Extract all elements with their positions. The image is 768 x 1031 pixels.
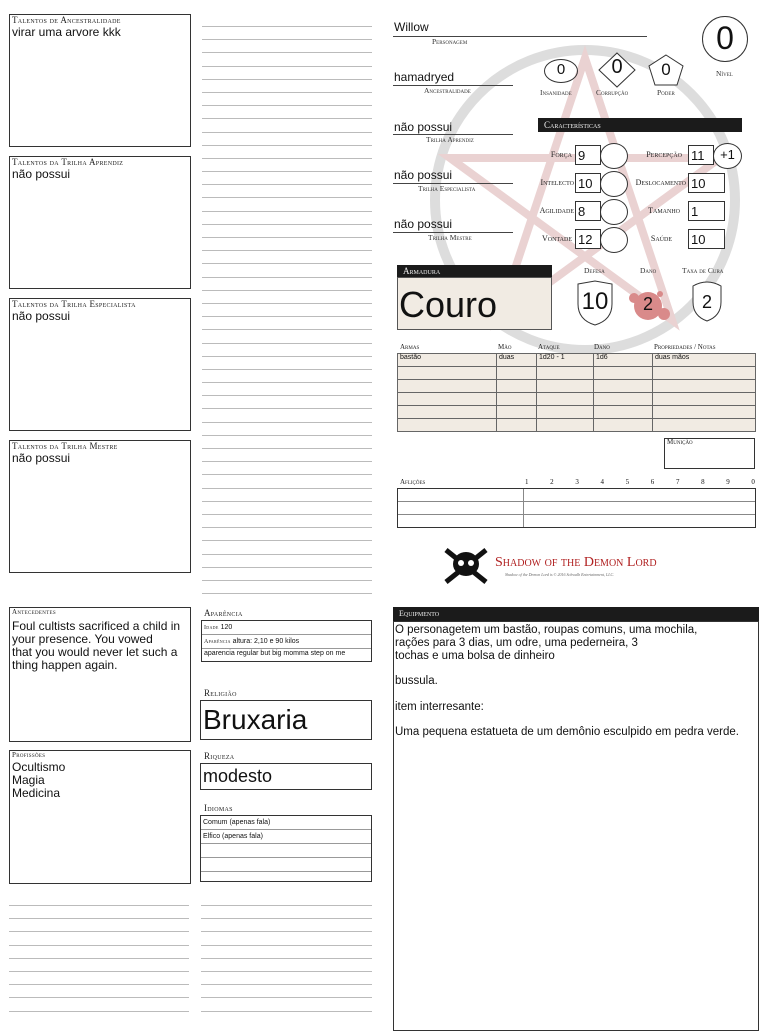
ruled-line [202,567,372,568]
power-label: Poder [657,88,675,97]
character-name[interactable]: Willow [394,20,429,34]
perception-mod-value: +1 [720,147,735,162]
affliction-number: 2 [550,478,554,486]
agility-circle[interactable] [600,199,628,225]
ruled-line [201,945,372,946]
strength-label: Força [550,150,572,159]
affliction-number: 9 [726,478,730,486]
expert-talents-box[interactable] [9,298,191,431]
armor-header: Armadura [397,265,552,277]
weapons-table [397,353,756,432]
ruled-line [201,958,372,959]
affliction-number: 4 [600,478,604,486]
defense-value[interactable]: 10 [581,288,609,315]
ruled-line [202,250,372,251]
ruled-line [201,905,372,906]
strength-value[interactable]: 9 [575,145,601,165]
strength-circle[interactable] [600,143,628,169]
ruled-line [202,277,372,278]
weapons-header-ataque: Ataque [538,343,560,351]
ruled-line [202,52,372,53]
age-row[interactable] [202,621,371,635]
look-row[interactable] [202,635,371,649]
will-label: Vontade [542,234,572,243]
weapon-hand[interactable]: duas [497,354,537,367]
ruled-line [202,540,372,541]
ruled-line [202,488,372,489]
weapons-header-armas: Armas [400,343,420,351]
ruled-line [9,905,189,906]
languages-box[interactable] [200,815,372,882]
ruled-line [9,958,189,959]
intellect-label: Intelecto [540,178,574,187]
will-value[interactable]: 12 [575,229,601,249]
list-item[interactable] [201,844,371,858]
ruled-line [201,997,372,998]
ruled-line [9,997,189,998]
size-value[interactable]: 1 [688,201,725,221]
health-label: Saúde [650,234,672,243]
master-path-label: Trilha Mestre [428,233,472,242]
ruled-line [202,26,372,27]
speed-label: Deslocamento [635,178,686,187]
table-row[interactable] [398,367,756,380]
weapon-name[interactable]: bastão [398,354,497,367]
table-row[interactable] [398,380,756,393]
agility-label: Agilidade [539,206,574,215]
affliction-number: 3 [575,478,579,486]
background-box[interactable] [9,607,191,742]
insanity-label: Insanidade [540,88,572,97]
armor-value: Couro [399,284,498,325]
ruled-line [202,514,372,515]
size-label: Tamanho [648,206,680,215]
ruled-line [202,237,372,238]
perception-value[interactable]: 11 [688,145,714,165]
defense-label: Defesa [584,266,605,275]
ruled-line [201,918,372,919]
attributes-header: Características [538,118,742,132]
ruled-line [202,263,372,264]
ruled-lines-bottom-middle [201,905,372,1024]
affliction-number: 1 [525,478,529,486]
ruled-line [202,369,372,370]
expert-path-value[interactable]: não possui [394,168,453,182]
ruled-line [9,984,189,985]
ancestry-label: Ancestralidade [424,86,471,95]
ancestry-talents-box[interactable] [9,14,191,147]
ruled-line [202,39,372,40]
ruled-line [202,197,372,198]
table-row[interactable] [398,393,756,406]
afflictions-row-divider [398,514,755,515]
corruption-label: Corrupção [596,88,629,97]
age-label: Idade [204,625,219,631]
will-circle[interactable] [600,227,628,253]
speed-value[interactable]: 10 [688,173,725,193]
background-text[interactable]: Foul cultists sacrificed a child in your presence. You vowed that you would never let such a thing happen again. [12,619,181,672]
ruled-line [202,382,372,383]
character-name-label: Personagem [432,37,468,46]
level-label: Nível [716,69,733,78]
list-item[interactable]: Comum (apenas fala) [201,816,371,830]
equipment-header: Equipmento [393,607,759,621]
ruled-lines-bottom-left [9,905,189,1024]
novice-path-label: Trilha Aprendiz [426,135,474,144]
novice-talents-label: Talentos da Trilha Aprendiz [12,157,124,167]
appearance-extra[interactable]: aparencia regular but big momma step on me [204,650,346,657]
logo-subtitle: Shadow of the Demon Lord is © 2016 Schwalb Entertainment, LLC. [505,572,615,577]
wealth-value: modesto [203,766,273,786]
ruled-line [202,501,372,502]
ruled-line [9,931,189,932]
wealth-label: Riqueza [204,751,235,761]
ruled-line [202,224,372,225]
weapons-header-mao: Mão [498,343,512,351]
ruled-line [201,931,372,932]
ruled-line [202,395,372,396]
ruled-line [202,316,372,317]
equipment-text[interactable]: O personagetem um bastão, roupas comuns, uma mochila, rações para 3 dias, um odre, uma pederneira, 3 tochas e uma bolsa de dinheiro bussula. item interresante: Uma pequena estatueta de um demônio esculpido em pedra verde. [395,624,739,739]
healing-rate-value[interactable]: 2 [701,292,712,312]
perception-label: Percepção [646,150,682,159]
ruled-line [202,105,372,106]
afflictions-col-divider [523,489,524,527]
afflictions-label: Aflições [400,478,426,486]
ruled-lines-middle [202,26,372,606]
ruled-line [202,290,372,291]
ruled-line [201,984,372,985]
table-row[interactable] [398,354,756,367]
ruled-line [202,593,372,594]
religion-value: Bruxaria [203,704,308,735]
ruled-line [202,145,372,146]
novice-talents-box[interactable] [9,156,191,289]
religion-label: Religião [204,688,237,698]
novice-path-value[interactable]: não possui [394,120,453,134]
corruption-value: 0 [611,56,623,78]
professions-label: Profissões [12,751,46,759]
ruled-line [202,554,372,555]
ruled-line [202,435,372,436]
ruled-line [9,971,189,972]
ruled-line [202,448,372,449]
affliction-number: 8 [701,478,705,486]
affliction-number: 5 [625,478,630,486]
ruled-line [202,132,372,133]
professions-text[interactable]: Ocultismo Magia Medicina [12,760,66,800]
affliction-number: 6 [650,478,655,486]
ruled-line [202,158,372,159]
ruled-line [9,1011,189,1012]
ruled-line [202,171,372,172]
weapon-damage[interactable]: 1d6 [594,354,653,367]
affliction-number: 0 [751,478,755,486]
ruled-line [202,329,372,330]
ruled-line [202,474,372,475]
level-value: 0 [716,20,734,56]
damage-value[interactable]: 2 [642,294,653,314]
background-label: Antecedentes [12,608,56,616]
ammo-label: Munição [667,438,693,446]
ruled-line [9,945,189,946]
novice-talents-text[interactable]: não possui [12,167,71,181]
intellect-circle[interactable] [600,171,628,197]
ruled-line [202,356,372,357]
skull-crossbones-icon [442,546,490,586]
appearance-label: Aparência [204,608,243,618]
ruled-line [202,422,372,423]
power-value: 0 [661,60,671,79]
ruled-line [202,118,372,119]
ruled-line [201,1011,372,1012]
look-value[interactable]: altura: 2,10 e 90 kilos [232,638,300,645]
ancestry-talents-label: Talentos de Ancestralidade [12,15,121,25]
ruled-line [201,971,372,972]
damage-label: Dano [640,266,657,275]
table-row[interactable] [398,419,756,432]
affliction-number: 7 [675,478,680,486]
ruled-line [202,303,372,304]
list-item[interactable]: Elfico (apenas fala) [201,830,371,844]
ruled-line [202,461,372,462]
expert-path-label: Trilha Especialista [418,184,476,193]
ruled-line [202,92,372,93]
agility-value[interactable]: 8 [575,201,601,221]
table-row[interactable] [398,406,756,419]
afflictions-numbers [525,478,755,486]
ancestry-talents-text[interactable]: virar uma arvore kkk [12,25,121,39]
weapon-notes[interactable]: duas mãos [653,354,756,367]
professions-box[interactable] [9,750,191,884]
weapon-attack[interactable]: 1d20 - 1 [537,354,594,367]
afflictions-row-divider [398,501,755,502]
health-value[interactable]: 10 [688,229,725,249]
master-path-value[interactable]: não possui [394,217,453,231]
ruled-line [202,343,372,344]
ancestry-value[interactable]: hamadryed [394,70,455,84]
healing-rate-label: Taxa de Cura [682,266,724,275]
ruled-line [202,527,372,528]
age-value[interactable]: 120 [220,624,233,631]
look-label: Aparência [204,639,231,645]
master-talents-text[interactable]: não possui [12,451,71,465]
list-item[interactable] [201,858,371,872]
ruled-line [202,66,372,67]
ruled-line [202,211,372,212]
ruled-line [202,184,372,185]
expert-talents-text[interactable]: não possui [12,309,71,323]
afflictions-grid[interactable] [397,488,756,528]
logo-title: Shadow of the Demon Lord [495,555,657,570]
intellect-value[interactable]: 10 [575,173,601,193]
weapons-header-dano: Dano [594,343,610,351]
master-talents-box[interactable] [9,440,191,573]
ruled-line [9,918,189,919]
ruled-line [202,580,372,581]
ruled-line [202,408,372,409]
ruled-line [202,79,372,80]
appearance-box[interactable] [201,620,372,662]
weapons-header-notes: Propriedades / Notas [654,343,716,351]
master-talents-label: Talentos da Trilha Mestre [12,441,118,451]
insanity-value: 0 [556,61,566,78]
expert-talents-label: Talentos da Trilha Especialista [12,299,136,309]
languages-label: Idiomas [204,803,233,813]
